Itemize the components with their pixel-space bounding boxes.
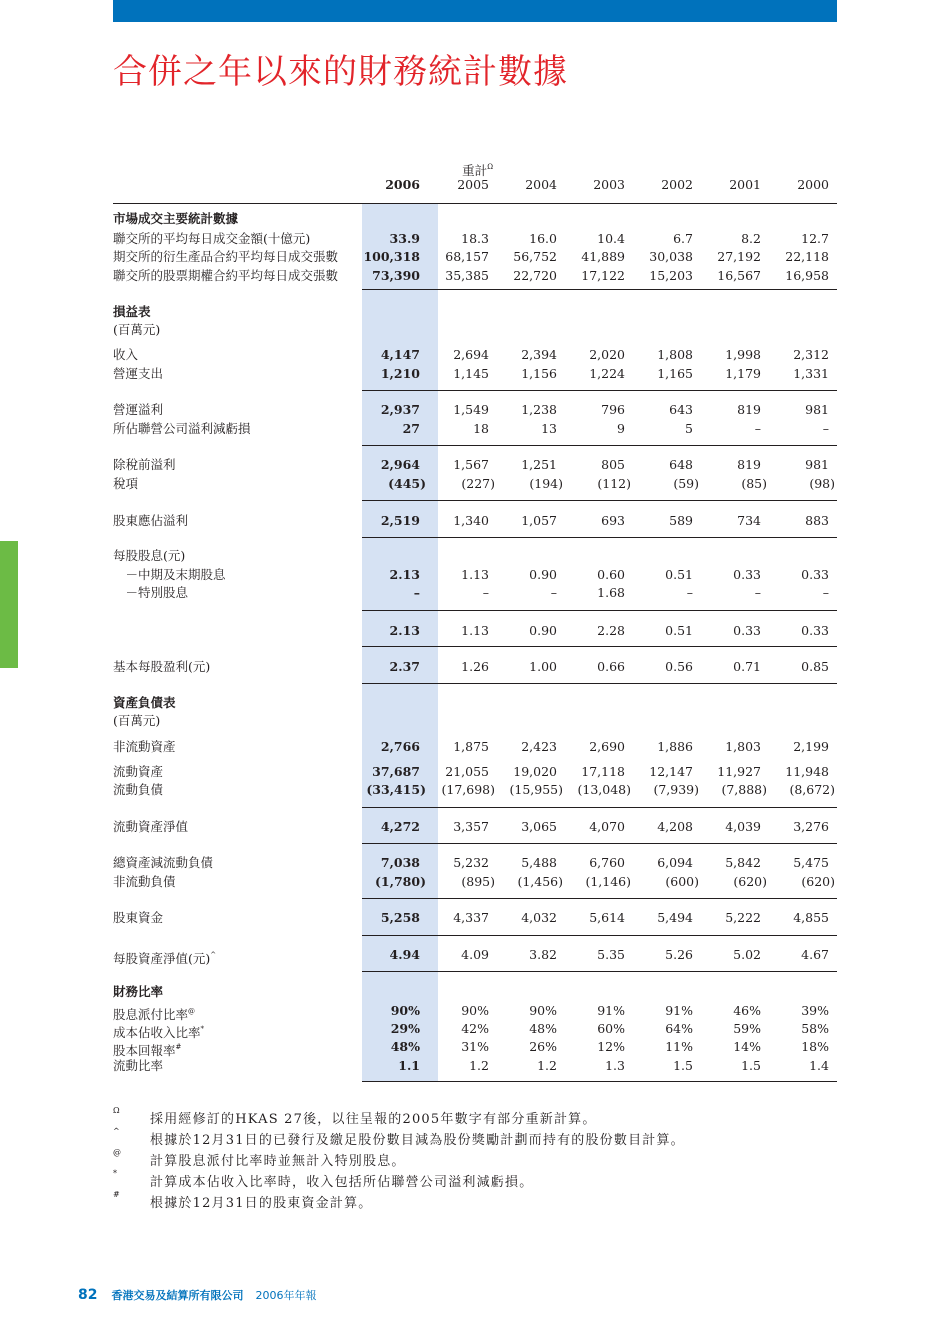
table-cell: 6,760 [589, 855, 625, 870]
table-cell: 15,203 [649, 268, 693, 283]
row-label-text: 期交所的衍生產品合約平均每日成交張數 [113, 249, 339, 264]
footnote-marker: # [175, 1043, 182, 1051]
table-cell: 4,272 [380, 819, 420, 834]
table-cell: 1,803 [725, 739, 761, 754]
table-cell: 0.66 [597, 659, 625, 674]
table-cell: 2,937 [380, 402, 420, 417]
row-label [113, 457, 176, 473]
table-cell: 3,357 [453, 819, 489, 834]
table-cell: 41,889 [581, 249, 625, 264]
table-cell: (8,672) [789, 782, 835, 797]
table-cell: 12,147 [649, 764, 693, 779]
table-cell: 1,567 [453, 457, 489, 472]
row-divider [362, 537, 837, 538]
footnote-symbol: @ [113, 1148, 123, 1157]
row-label [113, 713, 160, 729]
footnote-marker: @ [188, 1007, 196, 1015]
table-cell: 5.35 [597, 947, 625, 962]
table-cell: 0.33 [733, 623, 761, 638]
table-cell: 1.3 [605, 1058, 625, 1073]
table-cell: – [822, 421, 829, 436]
table-cell: 3.82 [529, 947, 557, 962]
table-cell: 100,318 [363, 249, 420, 264]
footnote-symbol: ^ [113, 1127, 121, 1136]
row-divider [362, 390, 837, 391]
footnote-marker: ^ [210, 951, 217, 959]
table-cell: 819 [737, 457, 761, 472]
restated-label: 重計 [462, 163, 488, 178]
table-cell: 0.71 [733, 659, 761, 674]
row-label [113, 585, 188, 601]
row-label-text: 市場成交主要統計數據 [113, 211, 239, 226]
row-label-text: 每股股息(元) [113, 548, 186, 563]
table-cell: 1,057 [521, 513, 557, 528]
row-divider [362, 843, 837, 844]
row-label [113, 366, 163, 382]
table-cell: 90% [461, 1003, 489, 1018]
table-cell: – [550, 585, 557, 600]
table-cell: 68,157 [445, 249, 489, 264]
company-name: 香港交易及結算所有限公司 [111, 1289, 244, 1302]
table-cell: (98) [809, 476, 835, 491]
row-label-text: (百萬元) [113, 713, 161, 728]
table-cell: 16,567 [717, 268, 761, 283]
section-heading [113, 304, 151, 320]
table-cell: – [686, 585, 693, 600]
row-label [113, 874, 176, 890]
row-divider [362, 610, 837, 611]
footnote-text: 根據於12月31日的股東資金計算。 [150, 1196, 373, 1211]
row-label [113, 739, 176, 755]
footnote [113, 1108, 813, 1128]
row-label-text: 每股資產淨值(元) [113, 951, 211, 966]
table-cell: 59% [733, 1021, 761, 1036]
row-label-text: 流動資產淨值 [113, 819, 189, 834]
table-cell: 60% [597, 1021, 625, 1036]
table-cell: 6,094 [657, 855, 693, 870]
table-cell: 1,875 [453, 739, 489, 754]
table-cell: 0.51 [665, 567, 693, 582]
section-heading [113, 211, 238, 227]
year-header-2004: 2004 [525, 177, 557, 192]
row-label [113, 782, 163, 798]
row-label [113, 402, 163, 418]
row-label-text: 股東資金 [113, 910, 164, 925]
table-cell: (600) [665, 874, 699, 889]
section-heading [113, 984, 163, 1000]
table-cell: 3,276 [793, 819, 829, 834]
row-divider [362, 898, 837, 899]
table-cell: 13 [541, 421, 557, 436]
table-cell: 5,258 [380, 910, 420, 925]
table-cell: 1,145 [453, 366, 489, 381]
page-title: 合併之年以來的財務統計數據 [113, 52, 568, 92]
row-label-text: 非流動資產 [113, 739, 176, 754]
table-cell: 91% [597, 1003, 625, 1018]
row-divider [362, 683, 837, 684]
table-cell: 48% [390, 1039, 420, 1054]
header-rule [113, 203, 837, 204]
row-label-text: －特別股息 [113, 585, 189, 600]
table-cell: 58% [801, 1021, 829, 1036]
row-divider [362, 646, 837, 647]
footnote-text: 根據於12月31日的已發行及繳足股份數目減為股份獎勵計劃而持有的股份數目計算。 [150, 1133, 685, 1148]
table-cell: (33,415) [366, 782, 426, 797]
footnote-symbol: Ω [113, 1106, 121, 1115]
table-cell: 981 [805, 457, 829, 472]
row-label-text: 基本每股盈利(元) [113, 659, 211, 674]
table-cell: 589 [669, 513, 693, 528]
footnote-text: 計算股息派付比率時並無計入特別股息。 [150, 1154, 406, 1169]
section-heading [113, 695, 176, 711]
table-cell: 2,690 [589, 739, 625, 754]
table-cell: 4.67 [801, 947, 829, 962]
table-cell: 30,038 [649, 249, 693, 264]
year-header-2000: 2000 [797, 177, 829, 192]
table-cell: 2.37 [389, 659, 420, 674]
table-cell: 17,122 [581, 268, 625, 283]
row-label [113, 268, 338, 284]
row-label-text: (百萬元) [113, 322, 161, 337]
table-cell: 6.7 [673, 231, 693, 246]
table-cell: 64% [665, 1021, 693, 1036]
table-cell: 11% [665, 1039, 693, 1054]
footnote-marker: * [200, 1025, 205, 1033]
row-label-text: 流動資產 [113, 764, 164, 779]
table-cell: 1.00 [529, 659, 557, 674]
table-cell: 2,394 [521, 347, 557, 362]
footnote [113, 1150, 813, 1170]
table-cell: (1,780) [375, 874, 426, 889]
table-cell: (194) [529, 476, 563, 491]
table-cell: 0.51 [665, 623, 693, 638]
table-cell: (85) [741, 476, 767, 491]
row-label [113, 910, 163, 926]
side-section-tab [0, 541, 18, 668]
table-cell: 693 [601, 513, 625, 528]
table-cell: (1,456) [517, 874, 563, 889]
table-cell: 11,927 [717, 764, 761, 779]
row-label [113, 1003, 195, 1023]
table-cell: 1,224 [589, 366, 625, 381]
row-label [113, 819, 188, 835]
table-cell: 1,238 [521, 402, 557, 417]
table-cell: 1.13 [461, 623, 489, 638]
page-number: 82 [78, 1287, 98, 1303]
table-cell: 1.26 [461, 659, 489, 674]
table-cell: 5,222 [725, 910, 761, 925]
row-label [113, 567, 226, 583]
table-cell: (59) [673, 476, 699, 491]
footnote [113, 1129, 813, 1149]
table-cell: (17,698) [441, 782, 495, 797]
table-cell: 1.2 [537, 1058, 557, 1073]
table-cell: 4,147 [380, 347, 420, 362]
table-cell: 5,475 [793, 855, 829, 870]
table-cell: (895) [461, 874, 495, 889]
row-label-text: 財務比率 [113, 984, 164, 999]
table-cell: 5 [685, 421, 693, 436]
table-cell: 9 [617, 421, 625, 436]
table-cell: 1.5 [741, 1058, 761, 1073]
row-label-text: 股東應佔溢利 [113, 513, 189, 528]
table-cell: 22,118 [785, 249, 829, 264]
table-cell: 22,720 [513, 268, 557, 283]
table-cell: 7,038 [380, 855, 420, 870]
row-label [113, 347, 138, 363]
row-label-text: 聯交所的股票期權合約平均每日成交張數 [113, 268, 339, 283]
row-label [113, 421, 251, 437]
table-cell: 16,958 [785, 268, 829, 283]
table-cell: 0.90 [529, 567, 557, 582]
table-cell: 805 [601, 457, 625, 472]
table-cell: (227) [461, 476, 495, 491]
table-cell: 1,886 [657, 739, 693, 754]
row-label-text: 資產負債表 [113, 695, 176, 710]
table-cell: 2.28 [597, 623, 625, 638]
row-label [113, 249, 338, 265]
row-label [113, 1021, 204, 1041]
table-cell: 56,752 [513, 249, 557, 264]
row-label-text: 除稅前溢利 [113, 457, 176, 472]
row-label-text: 流動負債 [113, 782, 164, 797]
row-label-text: 營運支出 [113, 366, 164, 381]
table-cell: 5.26 [665, 947, 693, 962]
table-cell: 5,488 [521, 855, 557, 870]
table-cell: 1,210 [380, 366, 420, 381]
top-color-bar [113, 0, 837, 22]
table-cell: 2,766 [380, 739, 420, 754]
row-label-text: 聯交所的平均每日成交金額(十億元) [113, 231, 311, 246]
row-divider [362, 971, 837, 972]
table-cell: 4,032 [521, 910, 557, 925]
year-header-2001: 2001 [729, 177, 761, 192]
table-cell: 819 [737, 402, 761, 417]
table-cell: 883 [805, 513, 829, 528]
table-cell: (445) [388, 476, 426, 491]
table-cell: 1.68 [597, 585, 625, 600]
table-cell: 19,020 [513, 764, 557, 779]
table-cell: 35,385 [445, 268, 489, 283]
table-cell: 2,964 [380, 457, 420, 472]
table-cell: 18% [801, 1039, 829, 1054]
table-cell: 11,948 [785, 764, 829, 779]
table-cell: 1,808 [657, 347, 693, 362]
row-divider [362, 1081, 837, 1082]
table-cell: (7,939) [653, 782, 699, 797]
table-cell: 5,494 [657, 910, 693, 925]
row-label-text: 收入 [113, 347, 139, 362]
table-cell: 16.0 [529, 231, 557, 246]
table-cell: 2,423 [521, 739, 557, 754]
row-label [113, 548, 185, 564]
table-cell: 37,687 [372, 764, 420, 779]
table-cell: 18 [473, 421, 489, 436]
row-divider [362, 807, 837, 808]
table-cell: 73,390 [372, 268, 420, 283]
table-cell: 2,694 [453, 347, 489, 362]
table-cell: 39% [801, 1003, 829, 1018]
table-cell: 1.5 [673, 1058, 693, 1073]
table-cell: (13,048) [577, 782, 631, 797]
table-cell: 90% [529, 1003, 557, 1018]
table-cell: 981 [805, 402, 829, 417]
table-cell: 12% [597, 1039, 625, 1054]
table-cell: 12.7 [801, 231, 829, 246]
row-label [113, 513, 188, 529]
row-divider [362, 445, 837, 446]
row-divider [362, 935, 837, 936]
table-cell: 0.33 [801, 623, 829, 638]
table-cell: 5,232 [453, 855, 489, 870]
table-cell: 14% [733, 1039, 761, 1054]
table-cell: 3,065 [521, 819, 557, 834]
row-label [113, 1039, 181, 1059]
table-cell: 1,549 [453, 402, 489, 417]
table-cell: 643 [669, 402, 693, 417]
table-cell: 2,199 [793, 739, 829, 754]
table-cell: 1,251 [521, 457, 557, 472]
table-cell: 5.02 [733, 947, 761, 962]
table-cell: 21,055 [445, 764, 489, 779]
table-cell: 31% [461, 1039, 489, 1054]
table-cell: 4,337 [453, 910, 489, 925]
table-cell: (7,888) [721, 782, 767, 797]
table-cell: 0.33 [801, 567, 829, 582]
row-label-text: 成本佔收入比率 [113, 1025, 201, 1040]
footnote-text: 計算成本佔收入比率時，收入包括所佔聯營公司溢利減虧損。 [150, 1175, 534, 1190]
row-label [113, 659, 210, 675]
table-cell: – [413, 585, 420, 600]
table-cell: 2.13 [389, 567, 420, 582]
table-cell: 4,070 [589, 819, 625, 834]
row-label [113, 476, 138, 492]
year-header-2002: 2002 [661, 177, 693, 192]
table-cell: 33.9 [389, 231, 420, 246]
table-cell: 29% [390, 1021, 420, 1036]
table-cell: 1.4 [809, 1058, 829, 1073]
table-cell: (1,146) [585, 874, 631, 889]
table-cell: 90% [390, 1003, 420, 1018]
row-label-text: 稅項 [113, 476, 139, 491]
row-label [113, 855, 213, 871]
table-cell: – [754, 421, 761, 436]
year-header-2005: 2005 [457, 177, 489, 192]
table-cell: (112) [597, 476, 631, 491]
page-footer [78, 1287, 316, 1303]
table-cell: 2,020 [589, 347, 625, 362]
year-header-2003: 2003 [593, 177, 625, 192]
row-divider [362, 500, 837, 501]
footnote [113, 1192, 813, 1212]
table-cell: (620) [733, 874, 767, 889]
table-cell: 1,340 [453, 513, 489, 528]
table-cell: 4,855 [793, 910, 829, 925]
table-cell: – [754, 585, 761, 600]
table-cell: 42% [461, 1021, 489, 1036]
year-header-2006: 2006 [385, 177, 420, 192]
report-name: 2006年年報 [255, 1289, 317, 1302]
table-cell: 46% [733, 1003, 761, 1018]
table-cell: (15,955) [509, 782, 563, 797]
row-label-text: 所佔聯營公司溢利減虧損 [113, 421, 251, 436]
table-cell: 4,208 [657, 819, 693, 834]
table-cell: 5,614 [589, 910, 625, 925]
row-label [113, 322, 160, 338]
table-cell: 734 [737, 513, 761, 528]
table-cell: 10.4 [597, 231, 625, 246]
row-label [113, 764, 163, 780]
table-cell: 0.60 [597, 567, 625, 582]
table-cell: 1.2 [469, 1058, 489, 1073]
row-label-text: 損益表 [113, 304, 151, 319]
table-cell: 2,312 [793, 347, 829, 362]
table-cell: 4.94 [389, 947, 420, 962]
table-cell: 1,179 [725, 366, 761, 381]
row-label [113, 1058, 163, 1074]
row-label-text: 營運溢利 [113, 402, 164, 417]
table-cell: 27 [402, 421, 420, 436]
table-cell: – [482, 585, 489, 600]
table-cell: 8.2 [741, 231, 761, 246]
table-cell: 2,519 [380, 513, 420, 528]
table-cell: 4.09 [461, 947, 489, 962]
row-label [113, 947, 216, 967]
table-cell: 0.33 [733, 567, 761, 582]
row-label-text: 股息派付比率 [113, 1007, 189, 1022]
table-cell: 1,331 [793, 366, 829, 381]
footnote-symbol: * [113, 1169, 119, 1178]
table-cell: 1.1 [398, 1058, 420, 1073]
table-cell: 0.56 [665, 659, 693, 674]
table-cell: 648 [669, 457, 693, 472]
row-label-text: 總資產減流動負債 [113, 855, 214, 870]
table-cell: 796 [601, 402, 625, 417]
table-cell: 48% [529, 1021, 557, 1036]
footnote-text: 採用經修訂的HKAS 27後，以往呈報的2005年數字有部分重新計算。 [150, 1112, 597, 1127]
footnote [113, 1171, 813, 1191]
table-cell: 1,998 [725, 347, 761, 362]
row-label-text: 股本回報率 [113, 1043, 176, 1058]
table-cell: 4,039 [725, 819, 761, 834]
table-cell: 0.85 [801, 659, 829, 674]
table-cell: 27,192 [717, 249, 761, 264]
row-label-text: 非流動負債 [113, 874, 176, 889]
restated-note-header [440, 159, 493, 179]
table-cell: 1.13 [461, 567, 489, 582]
table-cell: 1,165 [657, 366, 693, 381]
table-cell: 0.90 [529, 623, 557, 638]
table-cell: 18.3 [461, 231, 489, 246]
row-label [113, 231, 310, 247]
restated-marker: Ω [487, 163, 493, 171]
row-label-text: －中期及末期股息 [113, 567, 226, 582]
table-cell: (620) [801, 874, 835, 889]
table-cell: 91% [665, 1003, 693, 1018]
table-cell: 2.13 [389, 623, 420, 638]
footnote-symbol: # [113, 1190, 121, 1199]
table-cell: 17,118 [581, 764, 625, 779]
table-cell: 1,156 [521, 366, 557, 381]
table-cell: 26% [529, 1039, 557, 1054]
table-cell: – [822, 585, 829, 600]
row-label-text: 流動比率 [113, 1058, 164, 1073]
table-cell: 5,842 [725, 855, 761, 870]
row-divider [362, 289, 837, 290]
